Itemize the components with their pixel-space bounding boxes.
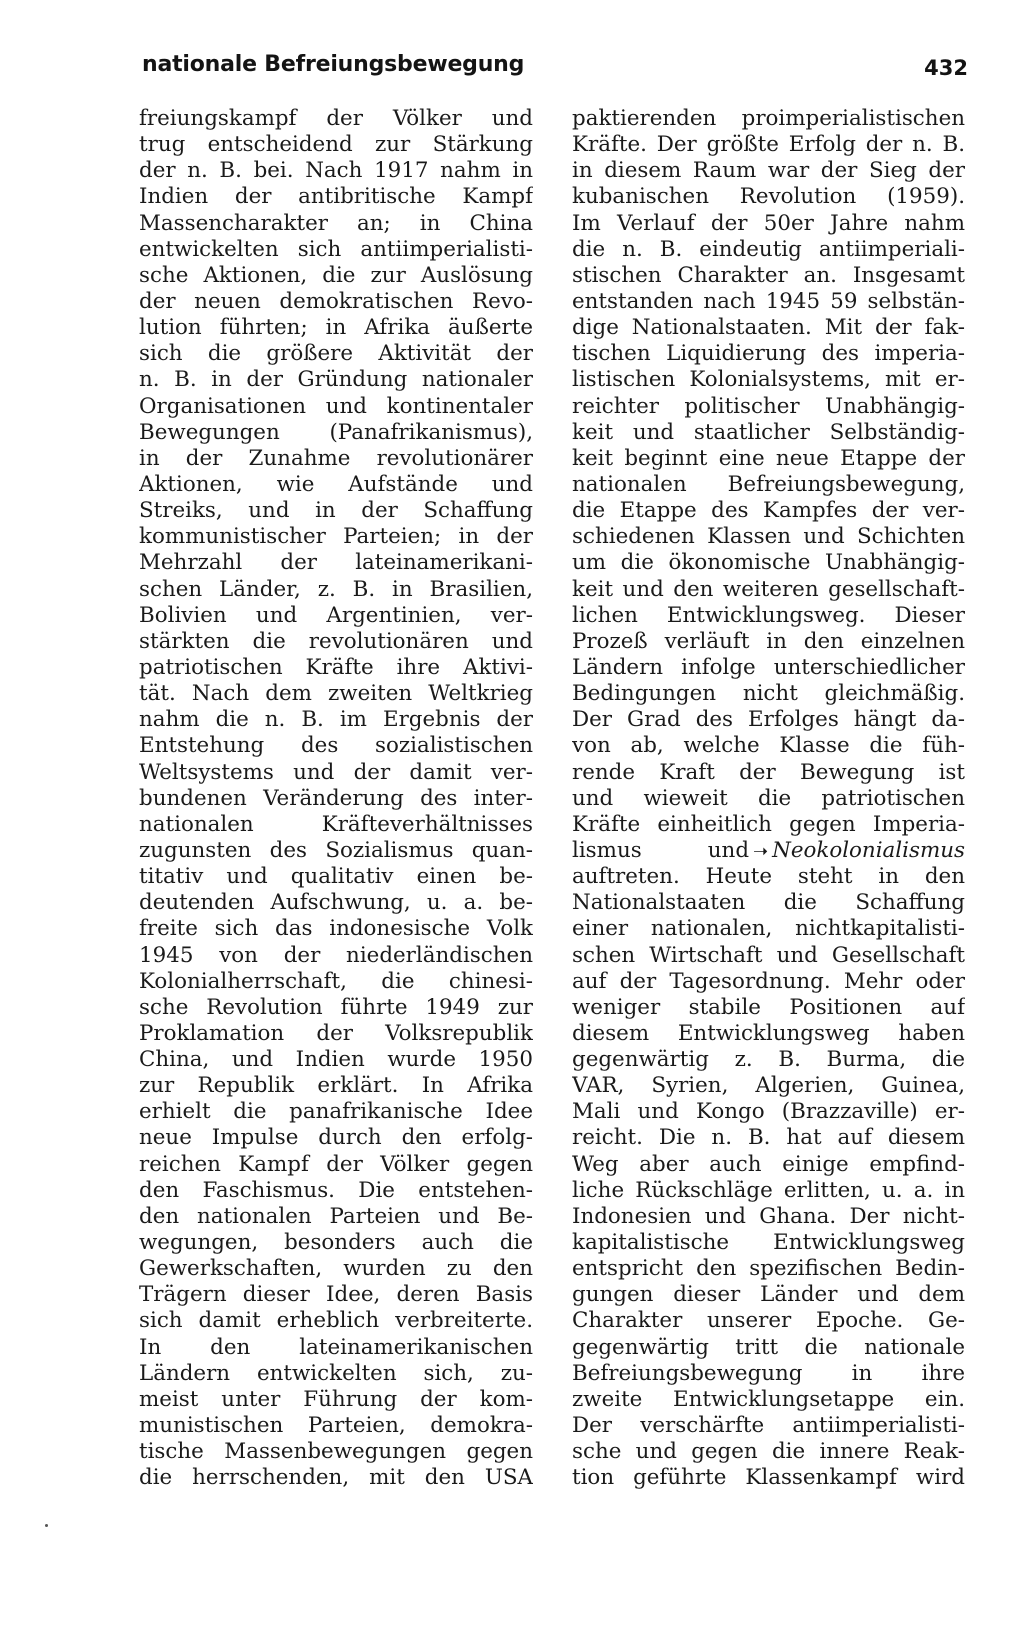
text-line: gegenwärtig tritt die nationale: [572, 1334, 965, 1360]
text-line: die n. B. eindeutig antiimperiali-: [572, 236, 965, 262]
text-line: den Faschismus. Die entstehen-: [139, 1177, 533, 1203]
text-line: zweite Entwicklungsetappe ein.: [572, 1386, 965, 1412]
text-line: Entstehung des sozialistischen: [139, 733, 533, 759]
text-line: von ab, welche Klasse die füh-: [572, 733, 965, 759]
text-line: diesem Entwicklungsweg haben: [572, 1020, 965, 1046]
text-line: n. B. in der Gründung nationaler: [139, 367, 533, 393]
text-line: reicht. Die n. B. hat auf diesem: [572, 1125, 965, 1151]
text-line: VAR, Syrien, Algerien, Guinea,: [572, 1073, 965, 1099]
text-line: kommunistischer Parteien; in der: [139, 524, 533, 550]
text-line: entspricht den spezifischen Bedin-: [572, 1256, 965, 1282]
text-line: zugunsten des Sozialismus quan-: [139, 837, 533, 863]
text-line: Streiks, und in der Schaffung: [139, 498, 533, 524]
text-line: gungen dieser Länder und dem: [572, 1282, 965, 1308]
text-line: kubanischen Revolution (1959).: [572, 184, 965, 210]
text-line: Weg aber auch einige empfind-: [572, 1151, 965, 1177]
text-line: Kräfte. Der größte Erfolg der n. B.: [572, 132, 965, 158]
text-line: Indonesien und Ghana. Der nicht-: [572, 1203, 965, 1229]
right-text-column: [572, 106, 965, 1491]
text-line: Nationalstaaten die Schaffung: [572, 890, 965, 916]
cross-reference-link[interactable]: Neokolonialismus: [772, 837, 965, 863]
print-speck: [45, 1524, 48, 1527]
text-line-cross-reference: [572, 838, 965, 864]
text-line: Aktionen, wie Aufstände und: [139, 471, 533, 497]
text-line: keit beginnt eine neue Etappe der: [572, 445, 965, 471]
text-line: sche Aktionen, die zur Auslösung: [139, 262, 533, 288]
text-line: freiungskampf der Völker und: [139, 106, 533, 131]
text-line: sche und gegen die innere Reak-: [572, 1439, 965, 1465]
text-line: In den lateinamerikanischen: [139, 1334, 533, 1360]
text-line: zur Republik erklärt. In Afrika: [139, 1073, 533, 1099]
text-line: meist unter Führung der kom-: [139, 1386, 533, 1412]
cross-reference-lead: lismus und: [572, 837, 750, 863]
left-text-column: [139, 106, 533, 1491]
text-line: die Etappe des Kampfes der ver-: [572, 498, 965, 524]
text-line: liche Rückschläge erlitten, u. a. in: [572, 1177, 965, 1203]
text-line: China, und Indien wurde 1950: [139, 1047, 533, 1073]
text-line: schen Länder, z. B. in Brasilien,: [139, 576, 533, 602]
text-line: einer nationalen, nichtkapitalisti-: [572, 916, 965, 942]
text-line: den nationalen Parteien und Be-: [139, 1203, 533, 1229]
text-line: Bolivien und Argentinien, ver-: [139, 602, 533, 628]
text-line: lichen Entwicklungsweg. Dieser: [572, 602, 965, 628]
text-line: freite sich das indonesische Volk: [139, 916, 533, 942]
text-line: Ländern entwickelten sich, zu-: [139, 1360, 533, 1386]
page-number: 432: [924, 56, 968, 80]
text-line: sich damit erheblich verbreiterte.: [139, 1308, 533, 1334]
text-line: schen Wirtschaft und Gesellschaft: [572, 942, 965, 968]
text-line: listischen Kolonialsystems, mit er-: [572, 367, 965, 393]
text-line: 1945 von der niederländischen: [139, 942, 533, 968]
text-line: Indien der antibritische Kampf: [139, 184, 533, 210]
text-line: der neuen demokratischen Revo-: [139, 288, 533, 314]
text-line: tische Massenbewegungen gegen: [139, 1439, 533, 1465]
text-line: Trägern dieser Idee, deren Basis: [139, 1282, 533, 1308]
text-line: wegungen, besonders auch die: [139, 1230, 533, 1256]
text-line: entwickelten sich antiimperialisti-: [139, 236, 533, 262]
text-line: Mehrzahl der lateinamerikani-: [139, 550, 533, 576]
text-line: um die ökonomische Unabhängig-: [572, 550, 965, 576]
text-line: Der verschärfte antiimperialisti-: [572, 1413, 965, 1439]
text-line: in der Zunahme revolutionärer: [139, 445, 533, 471]
text-line: sich die größere Aktivität der: [139, 341, 533, 367]
text-line: Bewegungen (Panafrikanismus),: [139, 419, 533, 445]
text-line: bundenen Veränderung des inter-: [139, 785, 533, 811]
text-line: Im Verlauf der 50er Jahre nahm: [572, 210, 965, 236]
text-line: Massencharakter an; in China: [139, 210, 533, 236]
text-line: dige Nationalstaaten. Mit der fak-: [572, 315, 965, 341]
text-line: Weltsystems und der damit ver-: [139, 759, 533, 785]
arrow-right-icon: ➝: [753, 840, 769, 862]
text-line: munistischen Parteien, demokra-: [139, 1413, 533, 1439]
text-line: keit und staatlicher Selbständig-: [572, 419, 965, 445]
text-line: weniger stabile Positionen auf: [572, 994, 965, 1020]
text-line: Der Grad des Erfolges hängt da-: [572, 707, 965, 733]
text-line: stischen Charakter an. Insgesamt: [572, 262, 965, 288]
text-line: lution führten; in Afrika äußerte: [139, 315, 533, 341]
text-line: schiedenen Klassen und Schichten: [572, 524, 965, 550]
text-line: Kolonialherrschaft, die chinesi-: [139, 968, 533, 994]
text-line: kapitalistische Entwicklungsweg: [572, 1230, 965, 1256]
text-line: sche Revolution führte 1949 zur: [139, 994, 533, 1020]
text-line: der n. B. bei. Nach 1917 nahm in: [139, 158, 533, 184]
text-line: nahm die n. B. im Ergebnis der: [139, 707, 533, 733]
text-line: patriotischen Kräfte ihre Aktivi-: [139, 654, 533, 680]
text-line: Organisationen und kontinentaler: [139, 393, 533, 419]
text-line: entstanden nach 1945 59 selbstän-: [572, 288, 965, 314]
text-line: Proklamation der Volksrepublik: [139, 1020, 533, 1046]
text-line: Befreiungsbewegung in ihre: [572, 1360, 965, 1386]
text-line: keit und den weiteren gesellschaft-: [572, 576, 965, 602]
right-column-part-b: [572, 864, 965, 1491]
text-line: auftreten. Heute steht in den: [572, 864, 965, 890]
text-line: neue Impulse durch den erfolg-: [139, 1125, 533, 1151]
text-line: Ländern infolge unterschiedlicher: [572, 654, 965, 680]
text-line: Bedingungen nicht gleichmäßig.: [572, 681, 965, 707]
text-line: Kräfte einheitlich gegen Imperia-: [572, 811, 965, 837]
text-line: stärkten die revolutionären und: [139, 628, 533, 654]
text-line: in diesem Raum war der Sieg der: [572, 158, 965, 184]
text-line: nationalen Befreiungsbewegung,: [572, 471, 965, 497]
text-line: Charakter unserer Epoche. Ge-: [572, 1308, 965, 1334]
running-header-title: nationale Befreiungsbewegung: [142, 52, 525, 77]
text-line: reichter politischer Unabhängig-: [572, 393, 965, 419]
text-line: Prozeß verläuft in den einzelnen: [572, 628, 965, 654]
text-line: paktierenden proimperialistischen: [572, 106, 965, 131]
text-line: die herrschenden, mit den USA: [139, 1465, 533, 1491]
text-line: reichen Kampf der Völker gegen: [139, 1151, 533, 1177]
text-line: Gewerkschaften, wurden zu den: [139, 1256, 533, 1282]
text-line: tischen Liquidierung des imperia-: [572, 341, 965, 367]
right-column-part-a: [572, 106, 965, 838]
text-line: auf der Tagesordnung. Mehr oder: [572, 968, 965, 994]
text-line: gegenwärtig z. B. Burma, die: [572, 1047, 965, 1073]
text-line: tät. Nach dem zweiten Weltkrieg: [139, 681, 533, 707]
text-line: deutenden Aufschwung, u. a. be-: [139, 890, 533, 916]
text-line: tion geführte Klassenkampf wird: [572, 1465, 965, 1491]
text-line: nationalen Kräfteverhältnisses: [139, 811, 533, 837]
text-line: erhielt die panafrikanische Idee: [139, 1099, 533, 1125]
text-line: und wieweit die patriotischen: [572, 785, 965, 811]
text-line: rende Kraft der Bewegung ist: [572, 759, 965, 785]
text-line: titativ und qualitativ einen be-: [139, 864, 533, 890]
text-line: Mali und Kongo (Brazzaville) er-: [572, 1099, 965, 1125]
text-line: trug entscheidend zur Stärkung: [139, 132, 533, 158]
